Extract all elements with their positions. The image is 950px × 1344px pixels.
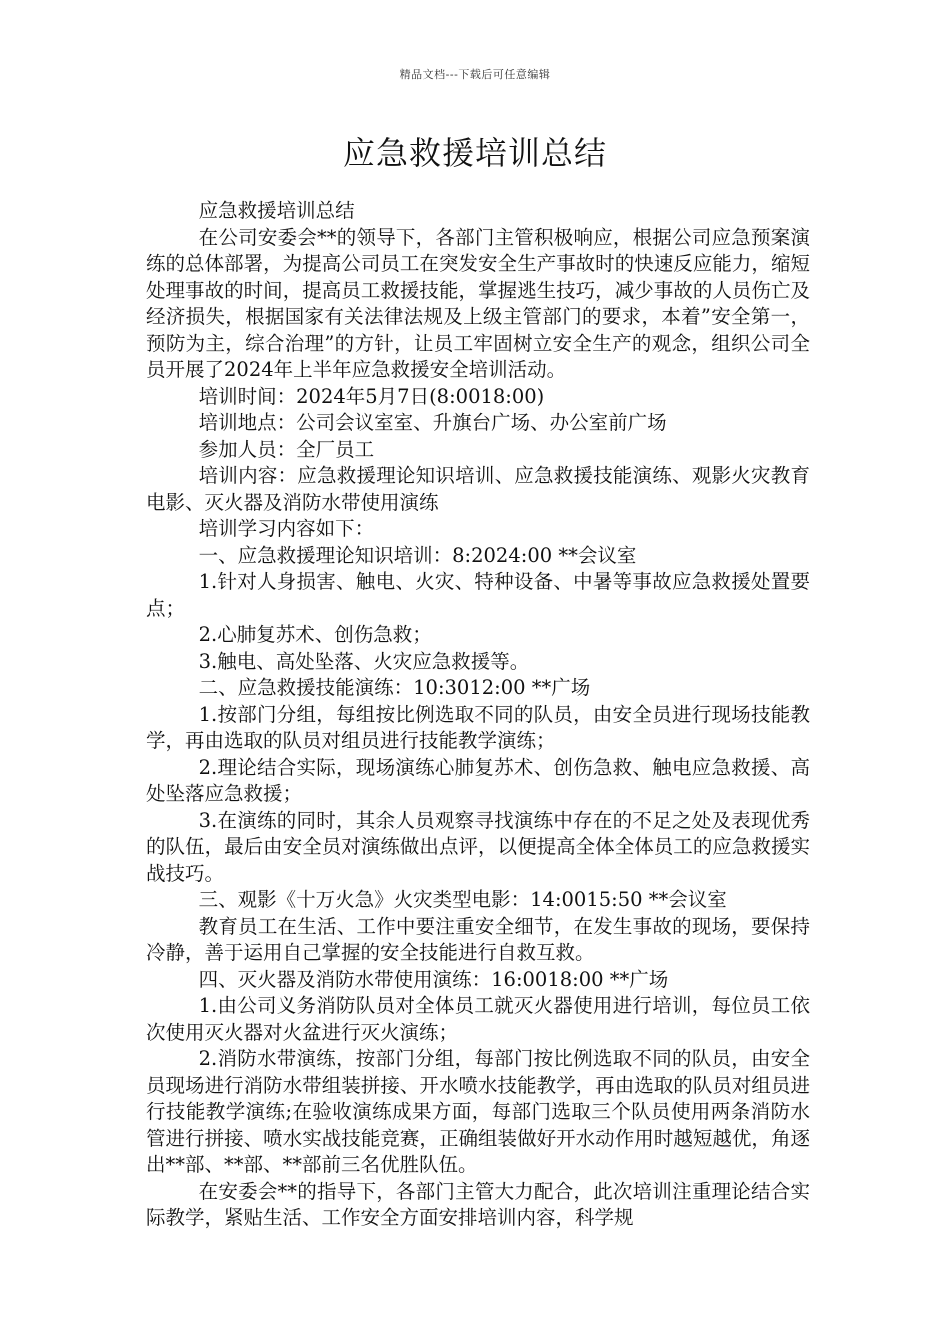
- list-item: 2.心肺复苏术、创伤急救；: [198, 623, 432, 646]
- list-item: 3.在演练的同时，其余人员观察寻找演练中存在的不足之处及表现优秀的队伍，最后由安全员对演练做出点评，以便提高全体全体员工的应急救援实战技巧。: [146, 808, 810, 885]
- list-item: 3.触电、高处坠落、火灾应急救援等。: [198, 649, 530, 673]
- paragraph: 培训学习内容如下：: [198, 517, 375, 540]
- list-item: 2.理论结合实际，现场演练心肺复苏术、创伤急救、触电应急救援、高处坠落应急救援；: [146, 755, 810, 805]
- list-item: 2.消防水带演练，按部门分组，每部门按比例选取不同的队员，由安全员现场进行消防水带组装拼接、开水喷水技能教学，再由选取的队员对组员进行技能教学演练;在验收演练成果方面，每部门选取三个队员使用两条消防水管进行拼接、喷水实战技能竞赛，正确组装做好开水动作用时越短越优，角逐出**部、**部、**部前三名优胜队伍。: [146, 1047, 810, 1176]
- paragraph: 培训地点：公司会议室室、升旗台广场、办公室前广场: [198, 411, 667, 434]
- paragraph: 教育员工在生活、工作中要注重安全细节，在发生事故的现场，要保持冷静，善于运用自己掌握的安全技能进行自救互救。: [146, 914, 810, 964]
- paragraph: 应急救援培训总结: [198, 199, 355, 222]
- section-heading: 一、应急救援理论知识培训：8:2024:00 **会议室: [198, 543, 637, 567]
- list-item: 1.针对人身损害、触电、火灾、特种设备、中暑等事故应急救援处置要点；: [146, 570, 810, 620]
- paragraph: 在公司安委会**的领导下，各部门主管积极响应，根据公司应急预案演练的总体部署，为提高公司员工在突发安全生产事故时的快速反应能力，缩短处理事故的时间，提高员工救援技能，掌握逃生技巧，减少事故的人员伤亡及经济损失，根据国家有关法律法规及上级主管部门的要求，本着”安全第一，预防为主，综合治理”的方针，让员工牢固树立安全生产的观念，组织公司全员开展了2024年上半年应急救援安全培训活动。: [146, 225, 810, 381]
- list-item: 1.按部门分组，每组按比例选取不同的队员，由安全员进行现场技能教学，再由选取的队员对组员进行技能教学演练；: [146, 702, 810, 752]
- section-heading: 四、灭火器及消防水带使用演练：16:0018:00 **广场: [198, 967, 669, 991]
- paragraph: 培训内容：应急救援理论知识培训、应急救援技能演练、观影火灾教育电影、灭火器及消防水带使用演练: [146, 464, 810, 514]
- paragraph: 在安委会**的指导下，各部门主管大力配合，此次培训注重理论结合实际教学，紧贴生活、工作安全方面安排培训内容，科学规: [146, 1179, 810, 1229]
- document-title: 应急救援培训总结: [342, 134, 607, 172]
- list-item: 1.由公司义务消防队员对全体员工就灭火器使用进行培训，每位员工依次使用灭火器对火盆进行灭火演练；: [146, 994, 810, 1044]
- page-header-note: 精品文档---下载后可任意编辑: [399, 68, 551, 81]
- section-heading: 三、观影《十万火急》火灾类型电影：14:0015:50 **会议室: [198, 888, 727, 911]
- paragraph: 培训时间：2024年5月7日(8:0018:00): [198, 384, 545, 408]
- document-body: [146, 198, 810, 1232]
- paragraph: 参加人员：全厂员工: [198, 437, 375, 461]
- section-heading: 二、应急救援技能演练：10:3012:00 **广场: [198, 676, 591, 699]
